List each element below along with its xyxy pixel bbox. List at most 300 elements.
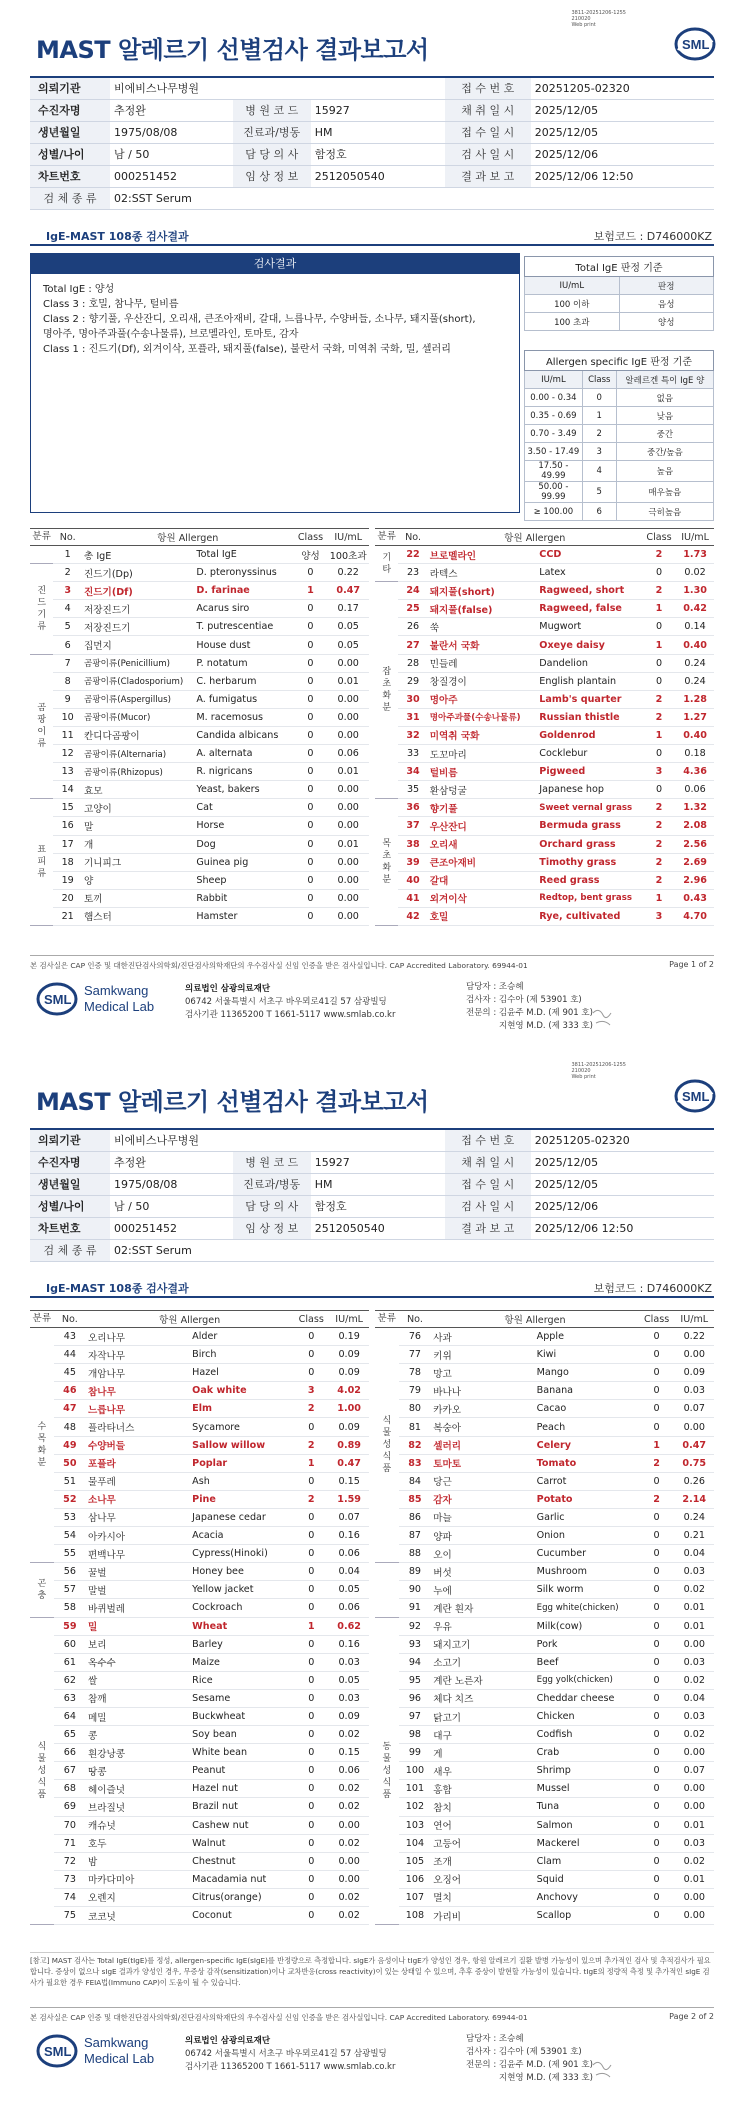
allergen-class: 0: [293, 1816, 329, 1834]
category-label: [30, 1563, 54, 1617]
report-page-2: [0, 1052, 744, 2104]
allergen-iu: 0.07: [675, 1762, 715, 1780]
criteria-col: IU/mL: [525, 277, 620, 295]
print-stamp: [571, 10, 626, 28]
info-row: [30, 121, 714, 143]
allergen-korean: 오이: [431, 1545, 534, 1563]
allergen-iu: 0.03: [675, 1834, 715, 1852]
allergen-no: 97: [399, 1707, 432, 1725]
allergen-class: 0: [642, 745, 676, 763]
signer-line: 담당자 : 조승혜: [466, 982, 524, 992]
allergen-korean: 곰팡이류(Mucor): [82, 708, 194, 726]
allergen-english: Brazil nut: [190, 1798, 293, 1816]
certification-footer: [30, 955, 714, 971]
allergen-korean: 키위: [431, 1346, 534, 1364]
allergen-class: 0: [639, 1364, 675, 1382]
allergen-header-row: [30, 1311, 369, 1328]
allergen-class: 0: [293, 1364, 329, 1382]
allergen-no: 34: [398, 763, 427, 781]
signer-line: 전문의 : 김윤주 M.D. (제 901 호): [466, 2060, 593, 2070]
allergen-iu: 1.28: [676, 690, 714, 708]
allergen-korean: 오리새: [428, 835, 538, 853]
allergen-row: [30, 546, 369, 564]
allergen-korean: 고양이: [82, 799, 194, 817]
criteria-cell: 중간: [616, 425, 713, 443]
allergen-no: 106: [399, 1870, 432, 1888]
allergen-class: 0: [293, 618, 327, 636]
allergen-english: Dandelion: [537, 654, 642, 672]
allergen-korean: 총 IgE: [82, 546, 194, 564]
allergen-iu: 0.00: [327, 871, 369, 889]
allergen-iu: 0.00: [327, 654, 369, 672]
allergen-english: Honey bee: [190, 1563, 293, 1581]
allergen-row: [30, 1527, 369, 1545]
allergen-english: Kiwi: [535, 1346, 639, 1364]
allergen-class: 0: [293, 907, 327, 925]
allergen-table: [375, 528, 714, 926]
allergen-no: 30: [398, 690, 427, 708]
info-value: 추정완: [110, 1151, 233, 1173]
allergen-row: [30, 1454, 369, 1472]
allergen-iu: 0.00: [327, 708, 369, 726]
signer-line: 지현영 M.D. (제 333 호): [499, 2073, 594, 2083]
info-label: 임 상 정 보: [233, 1217, 311, 1239]
allergen-korean: 말: [82, 817, 194, 835]
allergen-no: 58: [54, 1599, 86, 1617]
allergen-korean: 땅콩: [86, 1762, 190, 1780]
allergen-korean: 계란 노른자: [431, 1671, 534, 1689]
sml-logo-icon: [674, 1078, 716, 1114]
info-value: 남 / 50: [110, 1195, 233, 1217]
allergen-korean: 참나무: [86, 1382, 190, 1400]
allergen-iu: 0.09: [329, 1418, 369, 1436]
allergen-row: [30, 1762, 369, 1780]
info-value: 2025/12/05: [531, 1173, 714, 1195]
result-line: Total IgE : 양성: [43, 284, 115, 295]
allergen-korean: 마늘: [431, 1508, 534, 1526]
allergen-iu: 2.69: [676, 853, 714, 871]
allergen-iu: 0.42: [676, 600, 714, 618]
lab-name-2: Medical Lab: [84, 2051, 155, 2066]
allergen-korean: 연어: [431, 1816, 534, 1834]
allergen-class: 0: [293, 1852, 329, 1870]
section-title: IgE-MAST 108종 검사결과: [46, 1282, 189, 1295]
allergen-english: Alder: [190, 1328, 293, 1346]
allergen-row: [30, 1653, 369, 1671]
allergen-iu: 0.02: [329, 1907, 369, 1925]
info-label: 채 취 일 시: [445, 99, 531, 121]
category-text: 수 목 화 분: [37, 1422, 47, 1469]
allergen-row: [30, 1490, 369, 1508]
allergen-row: [30, 835, 369, 853]
criteria-cell: ≥ 100.00: [525, 503, 583, 521]
sml-logo-icon: [674, 26, 716, 62]
allergen-english: Cacao: [535, 1400, 639, 1418]
category-text: 잡 초 화 분: [382, 667, 392, 714]
allergen-class: 0: [293, 1472, 329, 1490]
criteria-cell: 100 초과: [525, 313, 620, 331]
section-header: [30, 224, 714, 246]
info-label: 접 수 일 시: [445, 1173, 531, 1195]
allergen-korean: 조개: [431, 1852, 534, 1870]
allergen-table: [375, 1310, 714, 1925]
allergen-class: 1: [293, 1617, 329, 1635]
allergen-korean: 양파: [431, 1527, 534, 1545]
allergen-row: [375, 690, 714, 708]
logo-text: SML: [682, 1089, 710, 1104]
allergen-iu: 0.03: [329, 1689, 369, 1707]
allergen-english: Garlic: [535, 1508, 639, 1526]
info-label: 검 체 종 류: [30, 187, 110, 209]
allergen-korean: 포플라: [86, 1454, 190, 1472]
allergen-no: 61: [54, 1653, 86, 1671]
criteria-cell: 중간/높음: [616, 443, 713, 461]
allergen-class: 0: [293, 1888, 329, 1906]
category-text: 곤 충: [37, 1578, 47, 1601]
info-label: 임 상 정 보: [233, 165, 311, 187]
allergen-iu: 1.00: [329, 1400, 369, 1418]
allergen-row: [375, 1436, 714, 1454]
patient-info-table: [30, 1128, 714, 1262]
allergen-class: 0: [293, 835, 327, 853]
allergen-class: 0: [639, 1545, 675, 1563]
allergen-no: 77: [399, 1346, 432, 1364]
allergen-no: 50: [54, 1454, 86, 1472]
allergen-class: 0: [639, 1762, 675, 1780]
lab-name-1: Samkwang: [84, 983, 149, 998]
info-label: 접 수 번 호: [445, 1129, 531, 1151]
allergen-korean: 오징어: [431, 1870, 534, 1888]
allergen-korean: 곰팡이류(Alternaria): [82, 745, 194, 763]
info-row: [30, 1129, 714, 1151]
category-text: 표 피 류: [37, 845, 47, 880]
col-header-cat: 분류: [375, 529, 398, 546]
allergen-iu: 0.01: [675, 1870, 715, 1888]
allergen-row: [30, 1671, 369, 1689]
allergen-no: 64: [54, 1707, 86, 1725]
category-label: [375, 1563, 399, 1617]
allergen-row: [375, 1508, 714, 1526]
allergen-class: 2: [293, 1400, 329, 1418]
allergen-english: D. farinae: [194, 582, 293, 600]
allergen-row: [375, 708, 714, 726]
allergen-no: 105: [399, 1852, 432, 1870]
allergen-class: 0: [293, 1671, 329, 1689]
allergen-korean: 칸디다곰팡이: [82, 726, 194, 744]
allergen-iu: 2.56: [676, 835, 714, 853]
col-header-no: No.: [399, 1311, 432, 1328]
allergen-english: Acacia: [190, 1527, 293, 1545]
col-header-cat: 분류: [30, 1311, 54, 1328]
allergen-no: 48: [54, 1418, 86, 1436]
allergen-no: 71: [54, 1834, 86, 1852]
allergen-class: 3: [642, 763, 676, 781]
allergen-row: [375, 1581, 714, 1599]
allergen-iu: 0.06: [329, 1599, 369, 1617]
allergen-header-row: [375, 529, 714, 546]
allergen-class: 0: [293, 1328, 329, 1346]
allergen-row: [375, 1762, 714, 1780]
allergen-english: Walnut: [190, 1834, 293, 1852]
allergen-class: 2: [642, 690, 676, 708]
category-label: [30, 654, 53, 799]
allergen-no: 87: [399, 1527, 432, 1545]
allergen-class: 0: [293, 672, 327, 690]
allergen-iu: 0.00: [327, 781, 369, 799]
allergen-korean: 양: [82, 871, 194, 889]
allergen-class: 0: [293, 871, 327, 889]
criteria-table-total-ige: [524, 256, 714, 331]
allergen-iu: 1.30: [676, 582, 714, 600]
stamp-line: 210020: [571, 16, 591, 22]
allergen-no: 102: [399, 1798, 432, 1816]
section-header: [30, 1276, 714, 1298]
category-text: 동 물 성 식 품: [382, 1741, 392, 1800]
allergen-row: [30, 1816, 369, 1834]
logo-text: SML: [44, 992, 72, 1007]
allergen-no: 3: [53, 582, 82, 600]
criteria-cell: 0.70 - 3.49: [525, 425, 583, 443]
allergen-class: 0: [639, 1382, 675, 1400]
signature-mark: [590, 2057, 620, 2087]
info-value: 2512050540: [311, 1217, 445, 1239]
allergen-no: 33: [398, 745, 427, 763]
allergen-english: English plantain: [537, 672, 642, 690]
allergen-row: [375, 1400, 714, 1418]
lab-org: 의료법인 삼광의료재단: [185, 2036, 271, 2046]
allergen-english: Mussel: [535, 1780, 639, 1798]
allergen-english: Milk(cow): [535, 1617, 639, 1635]
allergen-class: 0: [639, 1508, 675, 1526]
allergen-korean: 명아주: [428, 690, 538, 708]
allergen-class: 0: [639, 1726, 675, 1744]
info-value: 2025/12/05: [531, 121, 714, 143]
allergen-iu: 0.03: [329, 1653, 369, 1671]
allergen-row: [375, 1563, 714, 1581]
allergen-row: [30, 763, 369, 781]
allergen-english: Chicken: [535, 1707, 639, 1725]
allergen-class: 2: [639, 1454, 675, 1472]
category-text: 진 드 기 류: [37, 585, 47, 632]
criteria-col: Class: [582, 371, 616, 389]
allergen-row: [375, 1907, 714, 1925]
allergen-class: 0: [293, 1762, 329, 1780]
allergen-korean: 게: [431, 1744, 534, 1762]
allergen-english: Mugwort: [537, 618, 642, 636]
allergen-row: [30, 853, 369, 871]
allergen-iu: 0.00: [675, 1744, 715, 1762]
allergen-no: 63: [54, 1689, 86, 1707]
allergen-korean: 당근: [431, 1472, 534, 1490]
col-header-allergen: 항원 Allergen: [82, 529, 293, 546]
lab-address: [185, 983, 395, 1022]
allergen-english: Hazel: [190, 1364, 293, 1382]
allergen-iu: 0.03: [675, 1382, 715, 1400]
allergen-class: 2: [642, 817, 676, 835]
allergen-no: 38: [398, 835, 427, 853]
allergen-english: Salmon: [535, 1816, 639, 1834]
category-label: [375, 1328, 399, 1563]
allergen-iu: 0.05: [329, 1581, 369, 1599]
criteria-col: IU/mL: [525, 371, 583, 389]
category-label: [30, 799, 53, 926]
allergen-korean: 기니피그: [82, 853, 194, 871]
info-label: 결 과 보 고: [445, 1217, 531, 1239]
allergen-korean: 곰팡이류(Penicillium): [82, 654, 194, 672]
allergen-korean: 토마토: [431, 1454, 534, 1472]
allergen-row: [375, 564, 714, 582]
info-label: 생년월일: [30, 1173, 110, 1195]
allergen-iu: 0.21: [675, 1527, 715, 1545]
lab-tel: 검사기관 11365200 T 1661-5117 www.smlab.co.kr: [185, 1010, 396, 1020]
allergen-no: 45: [54, 1364, 86, 1382]
print-stamp: [571, 1062, 626, 1080]
info-value: 20251205-02320: [531, 77, 714, 99]
allergen-no: 94: [399, 1653, 432, 1671]
allergen-korean: 개: [82, 835, 194, 853]
allergen-english: Cocklebur: [537, 745, 642, 763]
allergen-no: 6: [53, 636, 82, 654]
allergen-iu: 0.07: [329, 1508, 369, 1526]
allergen-korean: 망고: [431, 1364, 534, 1382]
allergen-no: 95: [399, 1671, 432, 1689]
allergen-english: Japanese hop: [537, 781, 642, 799]
category-label: [375, 799, 398, 926]
allergen-iu: 0.00: [675, 1780, 715, 1798]
allergen-class: 0: [293, 1798, 329, 1816]
allergen-row: [375, 1454, 714, 1472]
allergen-english: Ragweed, false: [537, 600, 642, 618]
info-value: 함정호: [311, 143, 445, 165]
allergen-class: 1: [642, 889, 676, 907]
info-label: 의뢰기관: [30, 1129, 110, 1151]
allergen-class: 1: [642, 636, 676, 654]
info-value: 2025/12/06 12:50: [531, 1217, 714, 1239]
col-header-cls: Class: [293, 1311, 329, 1328]
allergen-iu: 0.04: [675, 1545, 715, 1563]
allergen-row: [375, 582, 714, 600]
info-label: 진료과/병동: [233, 121, 311, 143]
allergen-row: [30, 600, 369, 618]
allergen-header-row: [375, 1311, 714, 1328]
allergen-english: Shrimp: [535, 1762, 639, 1780]
allergen-iu: 0.24: [676, 654, 714, 672]
allergen-no: 93: [399, 1635, 432, 1653]
criteria-cell: 3.50 - 17.49: [525, 443, 583, 461]
allergen-english: Pork: [535, 1635, 639, 1653]
criteria-caption: Allergen specific IgE 판정 기준: [525, 351, 714, 371]
allergen-class: 0: [293, 1707, 329, 1725]
allergen-korean: 꿀벌: [86, 1563, 190, 1581]
allergen-iu: 2.96: [676, 871, 714, 889]
allergen-english: Pine: [190, 1490, 293, 1508]
allergen-korean: 불란서 국화: [428, 636, 538, 654]
allergen-row: [375, 745, 714, 763]
allergen-english: Coconut: [190, 1907, 293, 1925]
allergen-english: M. racemosus: [194, 708, 293, 726]
allergen-iu: 0.06: [327, 745, 369, 763]
allergen-row: [30, 1635, 369, 1653]
allergen-iu: 0.01: [327, 835, 369, 853]
allergen-class: 0: [293, 799, 327, 817]
allergen-class: 1: [293, 1454, 329, 1472]
allergen-no: 72: [54, 1852, 86, 1870]
allergen-english: Maize: [190, 1653, 293, 1671]
result-line: Class 3 : 호밀, 참나무, 털비름: [43, 299, 179, 310]
allergen-english: Oak white: [190, 1382, 293, 1400]
allergen-iu: 0.00: [327, 817, 369, 835]
allergen-korean: 쑥: [428, 618, 538, 636]
category-text: 곰 팡 이 류: [37, 703, 47, 750]
allergen-row: [30, 1798, 369, 1816]
allergen-korean: 느릅나무: [86, 1400, 190, 1418]
allergen-row: [375, 1689, 714, 1707]
result-line: Class 1 : 진드기(Df), 외겨이삭, 포플라, 돼지풀(false), 불란서 국화, 미역취 국화, 밀, 셀러리: [43, 344, 451, 355]
allergen-class: 0: [293, 564, 327, 582]
allergen-no: 56: [54, 1563, 86, 1581]
allergen-korean: 호밀: [428, 907, 538, 925]
allergen-english: Cucumber: [535, 1545, 639, 1563]
allergen-row: [375, 1599, 714, 1617]
criteria-col: 판정: [619, 277, 713, 295]
allergen-no: 22: [398, 546, 427, 564]
allergen-table: [30, 528, 369, 926]
allergen-no: 39: [398, 853, 427, 871]
allergen-korean: 참치: [431, 1798, 534, 1816]
allergen-iu: 0.00: [675, 1635, 715, 1653]
allergen-class: 0: [293, 1635, 329, 1653]
allergen-class: 0: [642, 654, 676, 672]
allergen-class: 0: [293, 1508, 329, 1526]
allergen-korean: 메밀: [86, 1707, 190, 1725]
info-value: 1975/08/08: [110, 121, 233, 143]
allergen-no: 47: [54, 1400, 86, 1418]
allergen-row: [30, 1707, 369, 1725]
category-label: [30, 564, 53, 654]
allergen-iu: 100초과: [327, 546, 369, 564]
allergen-korean: 털비름: [428, 763, 538, 781]
allergen-row: [30, 1563, 369, 1581]
allergen-class: 3: [293, 1382, 329, 1400]
allergen-english: R. nigricans: [194, 763, 293, 781]
allergen-english: Orchard grass: [537, 835, 642, 853]
info-value: 000251452: [110, 1217, 233, 1239]
result-summary-box: [30, 253, 520, 513]
allergen-korean: 수양버들: [86, 1436, 190, 1454]
allergen-korean: 밀: [86, 1617, 190, 1635]
allergen-class: 0: [293, 636, 327, 654]
allergen-iu: 0.24: [675, 1508, 715, 1526]
criteria-cell: 극히높음: [616, 503, 713, 521]
allergen-korean: 진드기(Df): [82, 582, 194, 600]
criteria-caption: Total IgE 판정 기준: [525, 257, 714, 277]
info-value: 2025/12/06 12:50: [531, 165, 714, 187]
page-number: Page 2 of 2: [669, 2012, 714, 2021]
category-text: 식 물 성 식 품: [37, 1741, 47, 1800]
allergen-iu: 0.00: [327, 889, 369, 907]
stamp-line: 3811-20251206-1255: [571, 1062, 626, 1068]
category-label: [375, 546, 398, 582]
col-header-cls: Class: [642, 529, 676, 546]
info-row: [30, 99, 714, 121]
allergen-class: 0: [642, 618, 676, 636]
allergen-english: Egg white(chicken): [535, 1599, 639, 1617]
allergen-class: 0: [639, 1635, 675, 1653]
allergen-iu: 0.05: [329, 1671, 369, 1689]
allergen-class: 0: [639, 1418, 675, 1436]
allergen-class: 0: [642, 672, 676, 690]
allergen-row: [30, 907, 369, 925]
